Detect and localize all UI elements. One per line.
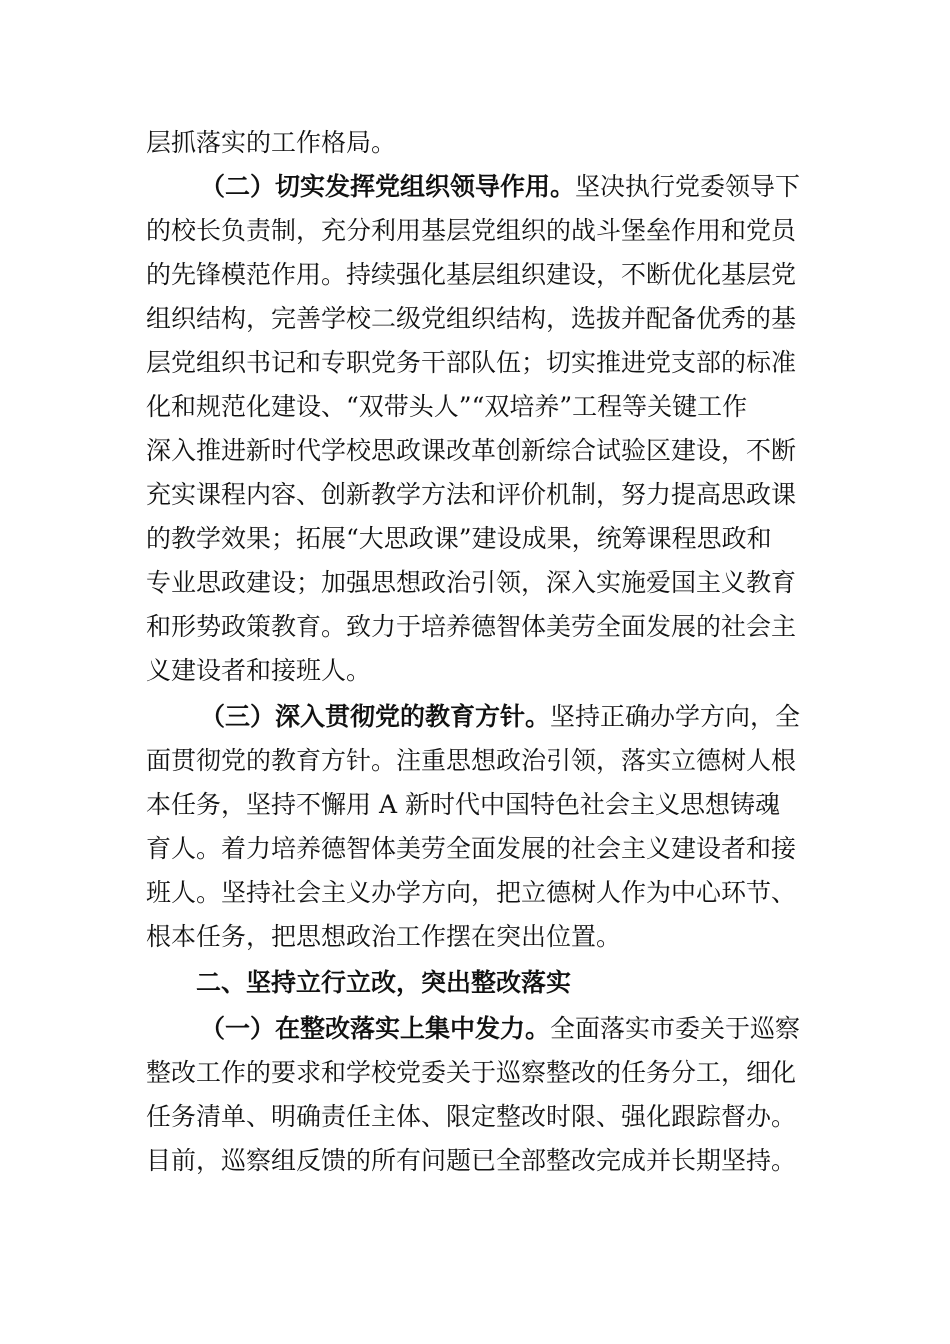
body-line: 育人。着力培养德智体美劳全面发展的社会主义建设者和接: [146, 834, 797, 863]
body-line: 组织结构，完善学校二级党组织结构，选拔并配备优秀的基: [146, 304, 797, 333]
body-text: 全面落实市委关于巡察: [550, 1014, 801, 1043]
body-line: 根本任务，把思想政治工作摆在突出位置。: [146, 922, 622, 951]
body-line: 化和规范化建设、“双带头人”“双培养”工程等关键工作: [146, 392, 748, 421]
body-line: 深入推进新时代学校思政课改革创新综合试验区建设，不断: [146, 436, 797, 465]
body-line: 和形势政策教育。致力于培养德智体美劳全面发展的社会主: [146, 612, 797, 641]
body-line: 的教学效果；拓展“大思政课”建设成果，统筹课程思政和: [146, 524, 772, 553]
body-line: 义建设者和接班人。: [146, 656, 372, 685]
body-line: 任务清单、明确责任主体、限定整改时限、强化跟踪督办。: [146, 1102, 797, 1131]
body-line: 充实课程内容、创新教学方法和评价机制，努力提高思政课: [146, 480, 797, 509]
section-paragraph-line: [200, 172, 806, 202]
body-line: 本任务，坚持不懈用 A 新时代中国特色社会主义思想铸魂: [146, 790, 780, 819]
body-text: 坚持正确办学方向，全: [550, 702, 801, 731]
subsection-lead: （三）深入贯彻党的教育方针。: [200, 702, 551, 731]
section-paragraph-line: [200, 702, 806, 732]
body-line: 目前，巡察组反馈的所有问题已全部整改完成并长期坚持。: [146, 1146, 797, 1175]
body-line: 层抓落实的工作格局。: [146, 128, 397, 157]
body-line: 的先锋模范作用。持续强化基层组织建设，不断优化基层党: [146, 260, 797, 289]
body-line: 面贯彻党的教育方针。注重思想政治引领，落实立德树人根: [146, 746, 797, 775]
subsection-lead: （二）切实发挥党组织领导作用。: [200, 172, 576, 201]
section-paragraph-line: [200, 1014, 806, 1044]
section-heading: 二、坚持立行立改，突出整改落实: [196, 968, 572, 997]
body-text: 坚决执行党委领导下: [575, 172, 801, 201]
body-line: 层党组织书记和专职党务干部队伍；切实推进党支部的标准: [146, 348, 797, 377]
body-line: 班人。坚持社会主义办学方向，把立德树人作为中心环节、: [146, 878, 797, 907]
body-line: 专业思政建设；加强思想政治引领，深入实施爱国主义教育: [146, 568, 797, 597]
subsection-lead: （一）在整改落实上集中发力。: [200, 1014, 551, 1043]
body-line: 整改工作的要求和学校党委关于巡察整改的任务分工，细化: [146, 1058, 797, 1087]
body-line: 的校长负责制，充分利用基层党组织的战斗堡垒作用和党员: [146, 216, 797, 245]
